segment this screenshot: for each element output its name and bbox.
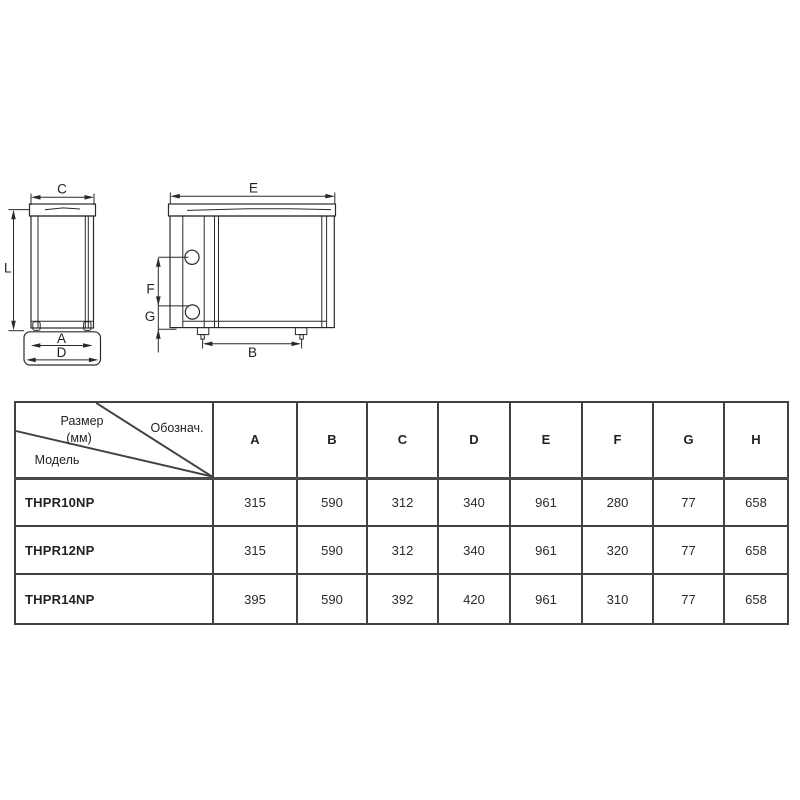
corner-size-label: Размер [60, 414, 104, 428]
value-cell: 77 [653, 478, 724, 526]
side-foot-left [33, 322, 40, 331]
arrowhead [83, 343, 93, 348]
dim-label-G: G [144, 309, 156, 324]
model-cell: THPR12NP [15, 526, 213, 574]
value-cell: 590 [297, 478, 367, 526]
front-foot-right [295, 328, 306, 335]
dim-label-D: D [56, 345, 67, 360]
foot-pin-left [201, 335, 204, 340]
value-cell: 590 [297, 526, 367, 574]
arrowhead [156, 296, 161, 306]
value-cell: 312 [367, 478, 438, 526]
arrowhead [85, 195, 95, 200]
arrowhead [31, 343, 41, 348]
column-header-G: G [653, 402, 724, 478]
side-top-cap [30, 204, 96, 216]
arrowhead [26, 358, 36, 363]
column-header-D: D [438, 402, 510, 478]
side-view [4, 182, 100, 366]
corner-size-unit-label: (мм) [66, 431, 92, 445]
table-row [15, 526, 788, 574]
value-cell: 590 [297, 574, 367, 624]
table-corner-cell [15, 402, 213, 478]
column-header-H: H [724, 402, 788, 478]
value-cell: 280 [582, 478, 653, 526]
value-cell: 320 [582, 526, 653, 574]
value-cell: 310 [582, 574, 653, 624]
column-header-E: E [510, 402, 582, 478]
arrowhead [11, 210, 16, 220]
dim-label-C: C [57, 181, 67, 197]
header-row [15, 402, 788, 478]
value-cell: 658 [724, 478, 788, 526]
cap-seam-line [187, 209, 331, 211]
table-row [15, 478, 788, 526]
value-cell: 961 [510, 478, 582, 526]
column-header-B: B [297, 402, 367, 478]
arrowhead [203, 342, 213, 347]
dimensions-table [14, 401, 789, 625]
dim-label-F: F [146, 281, 155, 297]
value-cell: 392 [367, 574, 438, 624]
front-view [145, 181, 336, 361]
dim-label-L: L [4, 260, 12, 276]
arrowhead [156, 329, 161, 339]
value-cell: 395 [213, 574, 297, 624]
pipe-connection-bottom [185, 305, 199, 319]
arrowhead [292, 342, 302, 347]
table-row [15, 574, 788, 624]
value-cell: 315 [213, 478, 297, 526]
dim-label-A: A [56, 330, 67, 346]
arrowhead [89, 358, 99, 363]
value-cell: 77 [653, 526, 724, 574]
value-cell: 658 [724, 574, 788, 624]
value-cell: 961 [510, 526, 582, 574]
dim-label-B: B [247, 345, 258, 360]
arrowhead [156, 257, 161, 267]
column-header-A: A [213, 402, 297, 478]
model-cell: THPR14NP [15, 574, 213, 624]
value-cell: 340 [438, 478, 510, 526]
front-foot-left [197, 328, 208, 335]
model-cell: THPR10NP [15, 478, 213, 526]
arrowhead [170, 194, 180, 199]
foot-pin-right [300, 335, 303, 340]
value-cell: 315 [213, 526, 297, 574]
side-body [31, 216, 94, 328]
corner-designation-label: Обознач. [150, 421, 204, 435]
arrowhead [325, 194, 335, 199]
arrowhead [31, 195, 41, 200]
value-cell: 961 [510, 574, 582, 624]
value-cell: 312 [367, 526, 438, 574]
value-cell: 77 [653, 574, 724, 624]
cap-seam-line [45, 208, 80, 210]
dim-label-E: E [248, 180, 259, 196]
arrowhead [11, 321, 16, 331]
value-cell: 340 [438, 526, 510, 574]
value-cell: 420 [438, 574, 510, 624]
value-cell: 658 [724, 526, 788, 574]
column-header-F: F [582, 402, 653, 478]
side-foot-right [84, 322, 91, 331]
corner-model-label: Модель [34, 453, 80, 467]
column-header-C: C [367, 402, 438, 478]
